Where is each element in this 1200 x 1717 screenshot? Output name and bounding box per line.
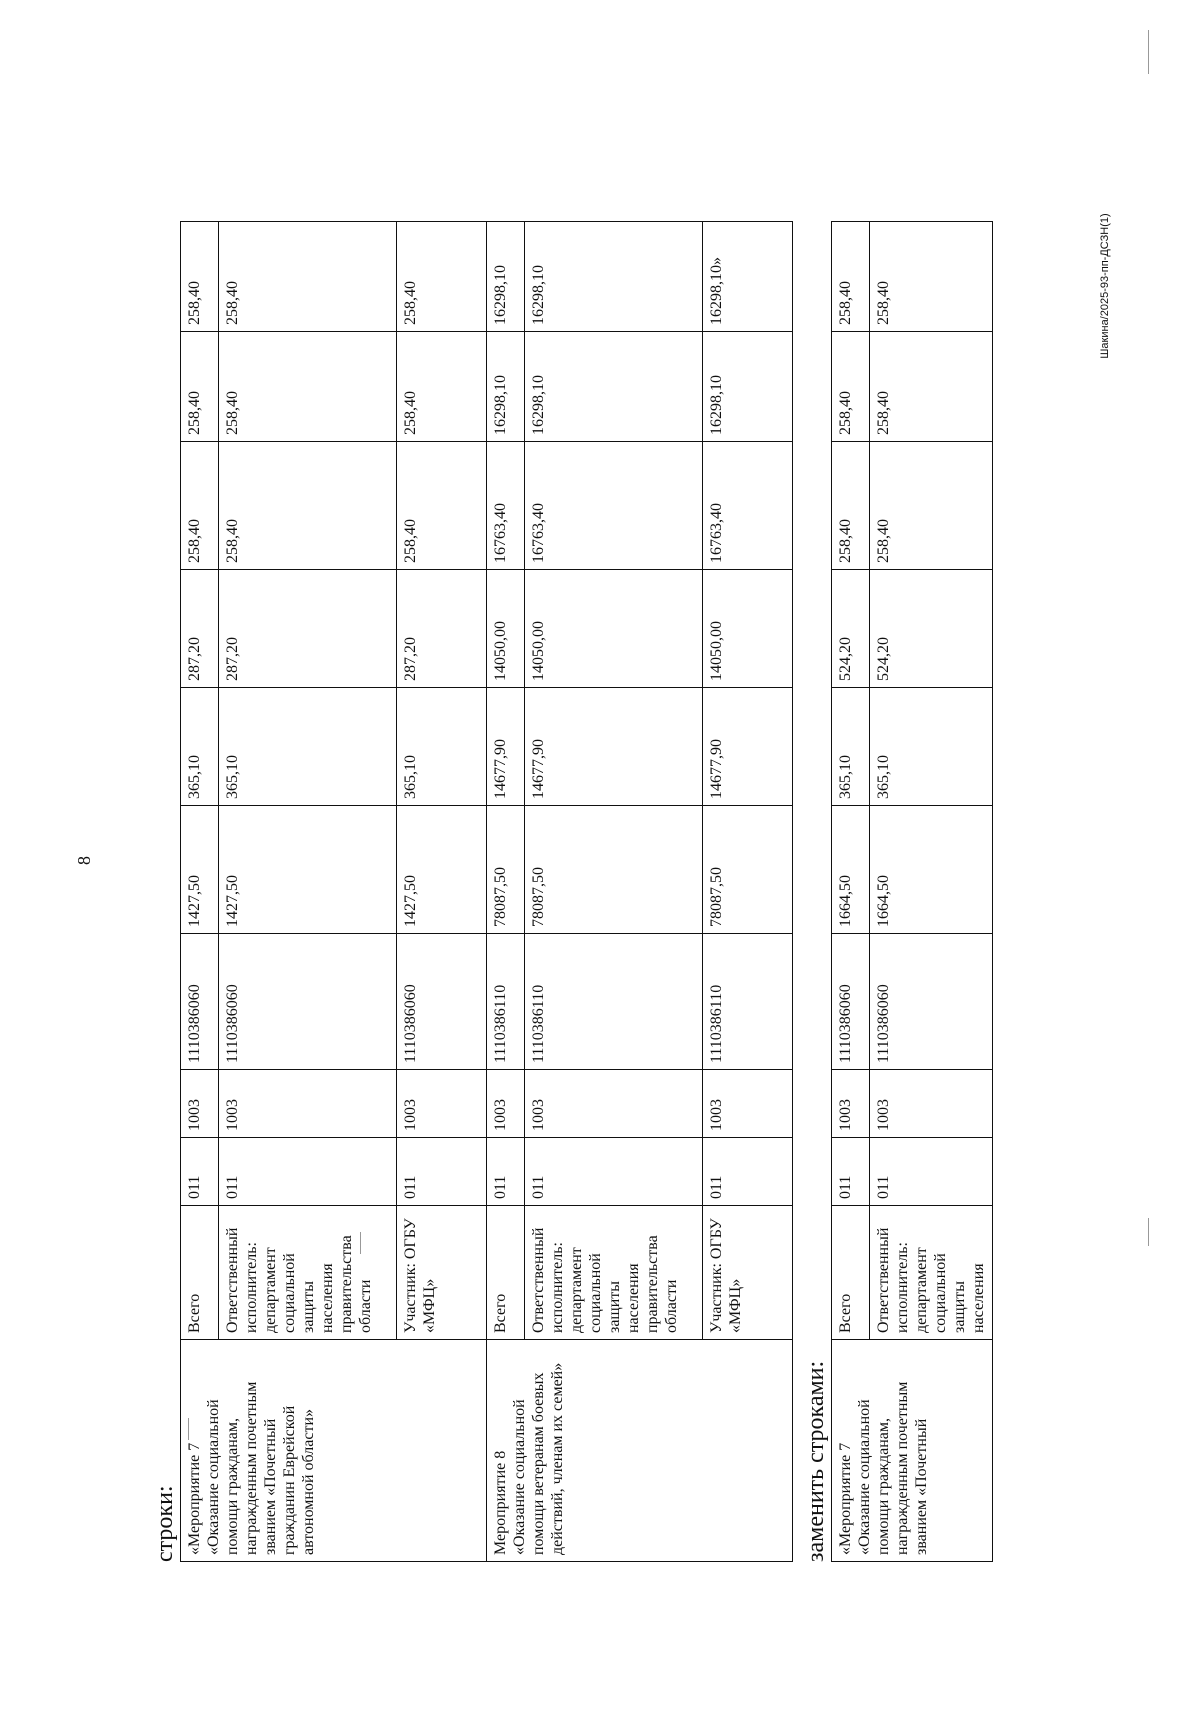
event-name-cell: «Мероприятие 7 «Оказание социальной помощи гражданам, награжденным почетным званием «Почетный гражданин Еврейской автономной области» bbox=[181, 1340, 487, 1562]
amount-cell: 258,40 bbox=[397, 332, 487, 442]
amount-cell: 16298,10 bbox=[487, 332, 525, 442]
amount-cell: 16763,40 bbox=[703, 442, 793, 570]
executor-cell: Участник: ОГБУ «МФЦ» bbox=[703, 1206, 793, 1340]
executor-cell: Всего bbox=[832, 1206, 870, 1340]
amount-cell: 365,10 bbox=[219, 688, 397, 806]
amount-cell: 258,40 bbox=[181, 222, 219, 332]
amount-cell: 258,40 bbox=[870, 332, 993, 442]
target-article-cell: 1110386060 bbox=[870, 934, 993, 1070]
amount-cell: 1427,50 bbox=[219, 806, 397, 934]
table-row bbox=[181, 222, 219, 1562]
target-article-cell: 1110386060 bbox=[832, 934, 870, 1070]
amount-cell: 258,40 bbox=[832, 442, 870, 570]
amount-cell: 365,10 bbox=[870, 688, 993, 806]
amount-cell: 258,40 bbox=[397, 442, 487, 570]
amount-cell: 16298,10 bbox=[525, 332, 703, 442]
amount-cell: 16298,10» bbox=[703, 222, 793, 332]
amount-cell: 258,40 bbox=[219, 442, 397, 570]
amount-cell: 258,40 bbox=[870, 442, 993, 570]
scan-mark bbox=[1148, 30, 1149, 74]
event-name-cell: «Мероприятие 7 «Оказание социальной помощи гражданам, награжденным почетным званием «Почетный bbox=[832, 1340, 993, 1562]
executor-cell: Ответственный исполнитель: департамент социальной защиты населения правительства области bbox=[219, 1206, 397, 1340]
amount-cell: 1664,50 bbox=[832, 806, 870, 934]
amount-cell: 258,40 bbox=[832, 332, 870, 442]
caption-lines: строки: bbox=[152, 1485, 178, 1562]
ministry-code-cell: 011 bbox=[832, 1138, 870, 1206]
amount-cell: 14677,90 bbox=[525, 688, 703, 806]
executor-cell: Ответственный исполнитель: департамент социальной защиты населения bbox=[870, 1206, 993, 1340]
amount-cell: 16298,10 bbox=[525, 222, 703, 332]
section-code-cell: 1003 bbox=[487, 1070, 525, 1138]
rotated-document-content bbox=[150, 42, 1030, 1562]
ministry-code-cell: 011 bbox=[219, 1138, 397, 1206]
amount-cell: 365,10 bbox=[397, 688, 487, 806]
executor-cell: Всего bbox=[487, 1206, 525, 1340]
budget-table-new bbox=[831, 221, 993, 1562]
ministry-code-cell: 011 bbox=[397, 1138, 487, 1206]
section-code-cell: 1003 bbox=[832, 1070, 870, 1138]
amount-cell: 16763,40 bbox=[525, 442, 703, 570]
budget-table-old bbox=[180, 221, 793, 1562]
ministry-code-cell: 011 bbox=[525, 1138, 703, 1206]
amount-cell: 524,20 bbox=[870, 570, 993, 688]
amount-cell: 78087,50 bbox=[487, 806, 525, 934]
target-article-cell: 1110386110 bbox=[487, 934, 525, 1070]
amount-cell: 258,40 bbox=[397, 222, 487, 332]
amount-cell: 258,40 bbox=[870, 222, 993, 332]
amount-cell: 1427,50 bbox=[181, 806, 219, 934]
section-code-cell: 1003 bbox=[219, 1070, 397, 1138]
amount-cell: 258,40 bbox=[181, 332, 219, 442]
executor-cell: Участник: ОГБУ «МФЦ» bbox=[397, 1206, 487, 1340]
amount-cell: 14050,00 bbox=[487, 570, 525, 688]
caption-replace-with: заменить строками: bbox=[803, 1360, 829, 1562]
amount-cell: 14677,90 bbox=[703, 688, 793, 806]
amount-cell: 78087,50 bbox=[703, 806, 793, 934]
event-name-cell: Мероприятие 8 «Оказание социальной помощи ветеранам боевых действий, членам их семей» bbox=[487, 1340, 793, 1562]
section-code-cell: 1003 bbox=[397, 1070, 487, 1138]
amount-cell: 78087,50 bbox=[525, 806, 703, 934]
amount-cell: 16298,10 bbox=[703, 332, 793, 442]
document-code-footer: Шакина/2025-93-пп-ДСЗН(1) bbox=[1099, 213, 1111, 359]
ministry-code-cell: 011 bbox=[487, 1138, 525, 1206]
amount-cell: 258,40 bbox=[219, 222, 397, 332]
amount-cell: 287,20 bbox=[181, 570, 219, 688]
ministry-code-cell: 011 bbox=[703, 1138, 793, 1206]
table-row bbox=[832, 222, 870, 1562]
amount-cell: 14050,00 bbox=[525, 570, 703, 688]
section-code-cell: 1003 bbox=[870, 1070, 993, 1138]
section-code-cell: 1003 bbox=[525, 1070, 703, 1138]
scan-mark bbox=[1148, 1218, 1149, 1246]
amount-cell: 258,40 bbox=[832, 222, 870, 332]
amount-cell: 258,40 bbox=[181, 442, 219, 570]
ministry-code-cell: 011 bbox=[870, 1138, 993, 1206]
executor-cell: Всего bbox=[181, 1206, 219, 1340]
amount-cell: 16298,10 bbox=[487, 222, 525, 332]
amount-cell: 1427,50 bbox=[397, 806, 487, 934]
section-code-cell: 1003 bbox=[703, 1070, 793, 1138]
amount-cell: 524,20 bbox=[832, 570, 870, 688]
amount-cell: 258,40 bbox=[219, 332, 397, 442]
ministry-code-cell: 011 bbox=[181, 1138, 219, 1206]
amount-cell: 287,20 bbox=[219, 570, 397, 688]
target-article-cell: 1110386060 bbox=[219, 934, 397, 1070]
target-article-cell: 1110386110 bbox=[703, 934, 793, 1070]
amount-cell: 16763,40 bbox=[487, 442, 525, 570]
amount-cell: 1664,50 bbox=[870, 806, 993, 934]
amount-cell: 365,10 bbox=[832, 688, 870, 806]
page-number: 8 bbox=[74, 856, 94, 865]
amount-cell: 14677,90 bbox=[487, 688, 525, 806]
target-article-cell: 1110386060 bbox=[181, 934, 219, 1070]
amount-cell: 14050,00 bbox=[703, 570, 793, 688]
executor-cell: Ответственный исполнитель: департамент социальной защиты населения правительства области bbox=[525, 1206, 703, 1340]
amount-cell: 365,10 bbox=[181, 688, 219, 806]
section-code-cell: 1003 bbox=[181, 1070, 219, 1138]
table-row bbox=[487, 222, 525, 1562]
target-article-cell: 1110386060 bbox=[397, 934, 487, 1070]
amount-cell: 287,20 bbox=[397, 570, 487, 688]
target-article-cell: 1110386110 bbox=[525, 934, 703, 1070]
